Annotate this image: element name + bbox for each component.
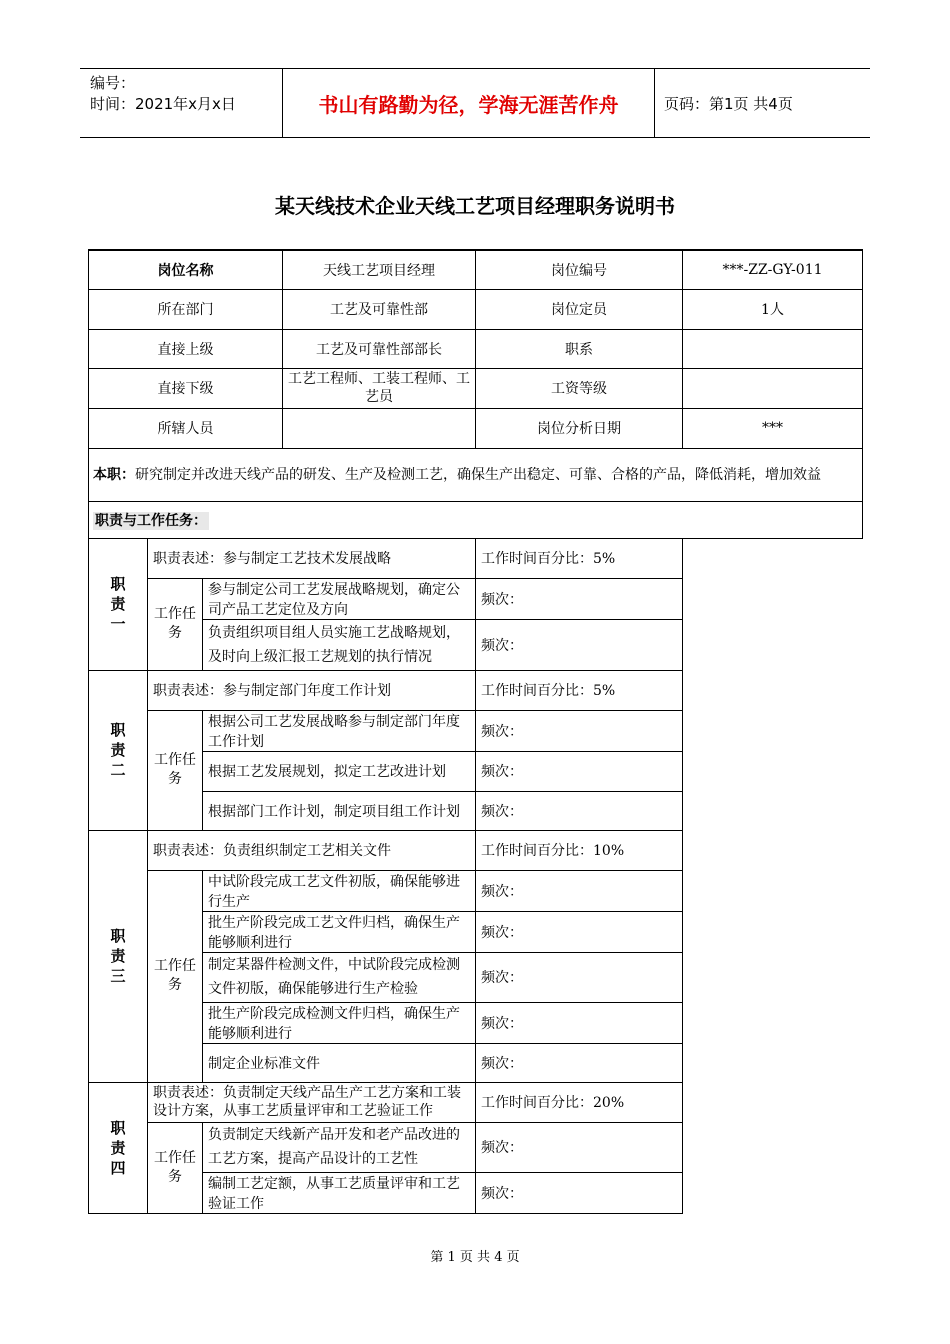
basic-label: 直接上级	[89, 329, 283, 368]
task-frequency: 频次：	[476, 1043, 683, 1082]
task-row	[89, 710, 863, 751]
task-text: 根据工艺发展规划，拟定工艺改进计划	[203, 751, 476, 791]
task-row	[89, 751, 863, 791]
task-frequency: 频次：	[476, 1002, 683, 1043]
document-title: 某天线技术企业天线工艺项目经理职务说明书	[275, 194, 675, 218]
duty-percent: 工作时间百分比：20%	[476, 1082, 683, 1122]
task-text: 负责组织项目组人员实施工艺战略规划，及时向上级汇报工艺规划的执行情况	[203, 619, 476, 670]
main-duty-label: 本职：	[93, 466, 135, 483]
basic-value: 天线工艺项目经理	[283, 250, 476, 289]
task-row	[89, 911, 863, 952]
basic-row	[89, 289, 863, 329]
basic-value: ***-ZZ-GY-011	[683, 250, 863, 289]
task-row	[89, 1043, 863, 1082]
header-motto: 书山有路勤为径，学海无涯苦作舟	[318, 92, 619, 117]
duties-title-text: 职责与工作任务：	[95, 512, 207, 529]
task-frequency: 频次：	[476, 578, 683, 619]
basic-label: 直接下级	[89, 368, 283, 408]
task-row	[89, 578, 863, 619]
task-frequency: 频次：	[476, 1172, 683, 1213]
task-frequency: 频次：	[476, 751, 683, 791]
task-frequency: 频次：	[476, 710, 683, 751]
main-duty	[89, 448, 863, 501]
duty-label: 职 责 三	[89, 830, 148, 1082]
job-description-table	[88, 249, 863, 1214]
basic-row	[89, 368, 863, 408]
task-frequency: 频次：	[476, 952, 683, 1002]
task-row	[89, 1172, 863, 1213]
basic-value: ***	[683, 408, 863, 448]
duties-title	[89, 501, 863, 538]
duties-title-row	[89, 501, 863, 538]
main-duty-row	[89, 448, 863, 501]
duty-statement: 职责表述：负责组织制定工艺相关文件	[148, 830, 476, 870]
basic-row	[89, 329, 863, 368]
basic-label: 岗位定员	[476, 289, 683, 329]
duty-statement-row	[89, 830, 863, 870]
work-task-label: 工作任务	[148, 1122, 203, 1213]
basic-value: 工艺及可靠性部	[283, 289, 476, 329]
task-frequency: 频次：	[476, 619, 683, 670]
basic-label: 岗位编号	[476, 250, 683, 289]
work-task-label: 工作任务	[148, 870, 203, 1082]
task-text: 制定企业标准文件	[203, 1043, 476, 1082]
duty-statement: 职责表述：参与制定部门年度工作计划	[148, 670, 476, 710]
task-text: 根据部门工作计划，制定项目组工作计划	[203, 791, 476, 830]
work-task-label: 工作任务	[148, 710, 203, 830]
task-frequency: 频次：	[476, 870, 683, 911]
page-footer: 第 1 页 共 4 页	[430, 1250, 520, 1265]
header-divider	[654, 69, 655, 137]
duty-statement: 职责表述：负责制定天线产品生产工艺方案和工装设计方案，从事工艺质量评审和工艺验证工作	[148, 1082, 476, 1122]
duty-statement: 职责表述：参与制定工艺技术发展战略	[148, 538, 476, 578]
task-text: 制定某器件检测文件，中试阶段完成检测文件初版，确保能够进行生产检验	[203, 952, 476, 1002]
task-text: 参与制定公司工艺发展战略规划，确定公司产品工艺定位及方向	[203, 578, 476, 619]
duty-label: 职 责 一	[89, 538, 148, 670]
duty-percent: 工作时间百分比：5%	[476, 670, 683, 710]
basic-value: 工艺及可靠性部部长	[283, 329, 476, 368]
basic-value	[283, 408, 476, 448]
basic-label: 所辖人员	[89, 408, 283, 448]
task-row	[89, 619, 863, 670]
work-task-label: 工作任务	[148, 578, 203, 670]
task-text: 批生产阶段完成检测文件归档，确保生产能够顺利进行	[203, 1002, 476, 1043]
basic-value: 工艺工程师、工装工程师、工艺员	[283, 368, 476, 408]
basic-label: 岗位名称	[89, 250, 283, 289]
basic-value	[683, 368, 863, 408]
task-row	[89, 1002, 863, 1043]
task-text: 根据公司工艺发展战略参与制定部门年度工作计划	[203, 710, 476, 751]
main-duty-text: 研究制定并改进天线产品的研发、生产及检测工艺，确保生产出稳定、可靠、合格的产品，降低消耗，增加效益	[135, 466, 821, 483]
task-frequency: 频次：	[476, 791, 683, 830]
task-row	[89, 1122, 863, 1172]
task-text: 批生产阶段完成工艺文件归档，确保生产能够顺利进行	[203, 911, 476, 952]
basic-label: 岗位分析日期	[476, 408, 683, 448]
task-text: 中试阶段完成工艺文件初版，确保能够进行生产	[203, 870, 476, 911]
basic-value: 1人	[683, 289, 863, 329]
duty-percent: 工作时间百分比：5%	[476, 538, 683, 578]
code-label: 编号：	[90, 74, 136, 92]
basic-row	[89, 250, 863, 289]
task-frequency: 频次：	[476, 911, 683, 952]
basic-label: 工资等级	[476, 368, 683, 408]
task-text: 负责制定天线新产品开发和老产品改进的工艺方案，提高产品设计的工艺性	[203, 1122, 476, 1172]
task-frequency: 频次：	[476, 1122, 683, 1172]
duty-statement-row	[89, 1082, 863, 1122]
task-row	[89, 952, 863, 1002]
task-text: 编制工艺定额，从事工艺质量评审和工艺验证工作	[203, 1172, 476, 1213]
task-row	[89, 791, 863, 830]
duty-statement-row	[89, 670, 863, 710]
duty-percent: 工作时间百分比：10%	[476, 830, 683, 870]
duty-statement-row	[89, 538, 863, 578]
basic-row	[89, 408, 863, 448]
basic-label: 所在部门	[89, 289, 283, 329]
header-page-info: 页码：第1页 共4页	[664, 94, 793, 113]
basic-label: 职系	[476, 329, 683, 368]
page-header	[80, 68, 870, 138]
duty-label: 职 责 四	[89, 1082, 148, 1213]
duty-label: 职 责 二	[89, 670, 148, 830]
basic-value	[683, 329, 863, 368]
task-row	[89, 870, 863, 911]
time-label: 时间：2021年x月x日	[90, 95, 236, 113]
header-meta	[90, 73, 236, 115]
